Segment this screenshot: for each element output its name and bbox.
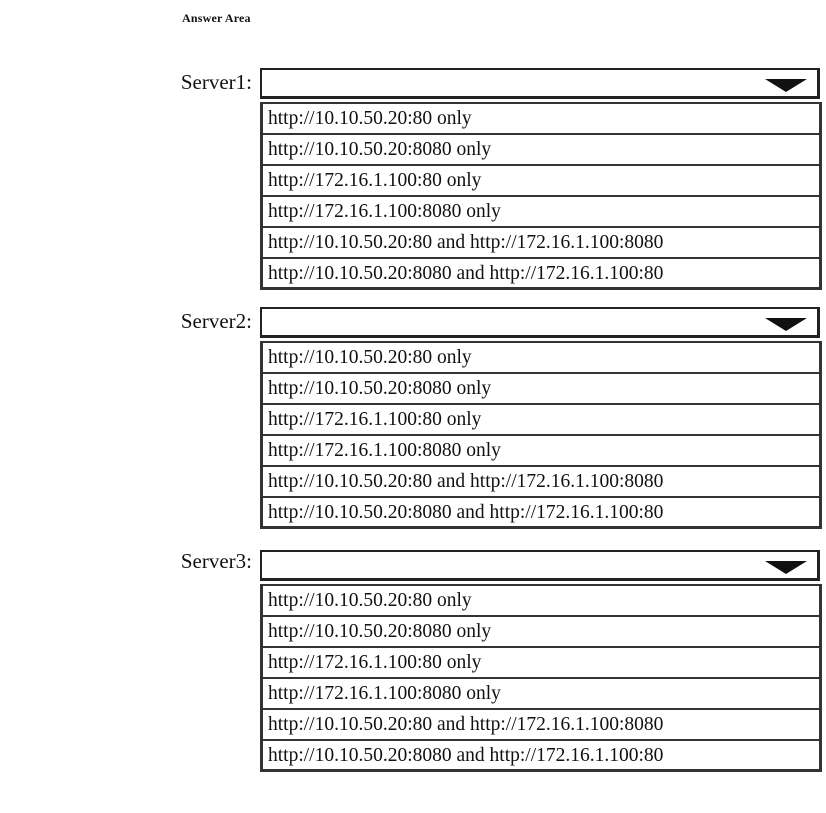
server2-dropdown[interactable]	[260, 307, 820, 338]
server2-options-list	[260, 341, 822, 529]
answer-area-title: Answer Area	[182, 11, 251, 25]
server3-option[interactable]: http://172.16.1.100:8080 only	[263, 677, 819, 708]
server2-option[interactable]: http://172.16.1.100:80 only	[263, 403, 819, 434]
server3-option[interactable]: http://10.10.50.20:8080 only	[263, 615, 819, 646]
server3-option[interactable]: http://172.16.1.100:80 only	[263, 646, 819, 677]
server1-options-list	[260, 102, 822, 290]
chevron-down-icon[interactable]	[765, 561, 807, 574]
server1-option[interactable]: http://10.10.50.20:8080 only	[263, 133, 819, 164]
server3-dropdown[interactable]	[260, 550, 820, 581]
server2-option[interactable]: http://172.16.1.100:8080 only	[263, 434, 819, 465]
server1-dropdown[interactable]	[260, 68, 820, 99]
server3-option[interactable]: http://10.10.50.20:8080 and http://172.16.1.100:80	[263, 739, 819, 772]
server1-option[interactable]: http://172.16.1.100:8080 only	[263, 195, 819, 226]
server2-option[interactable]: http://10.10.50.20:80 and http://172.16.1.100:8080	[263, 465, 819, 496]
server3-options-list	[260, 584, 822, 772]
chevron-down-icon[interactable]	[765, 318, 807, 331]
server1-option[interactable]: http://172.16.1.100:80 only	[263, 164, 819, 195]
server2-option[interactable]: http://10.10.50.20:8080 and http://172.16.1.100:80	[263, 496, 819, 529]
server2-label: Server2:	[180, 309, 252, 333]
server1-option[interactable]: http://10.10.50.20:80 and http://172.16.1.100:8080	[263, 226, 819, 257]
server2-option[interactable]: http://10.10.50.20:80 only	[263, 341, 819, 372]
server3-option[interactable]: http://10.10.50.20:80 and http://172.16.1.100:8080	[263, 708, 819, 739]
server1-option[interactable]: http://10.10.50.20:8080 and http://172.16.1.100:80	[263, 257, 819, 290]
server3-label: Server3:	[180, 549, 252, 573]
chevron-down-icon[interactable]	[765, 79, 807, 92]
server3-option[interactable]: http://10.10.50.20:80 only	[263, 584, 819, 615]
server2-option[interactable]: http://10.10.50.20:8080 only	[263, 372, 819, 403]
server1-label: Server1:	[180, 70, 252, 94]
server1-option[interactable]: http://10.10.50.20:80 only	[263, 102, 819, 133]
